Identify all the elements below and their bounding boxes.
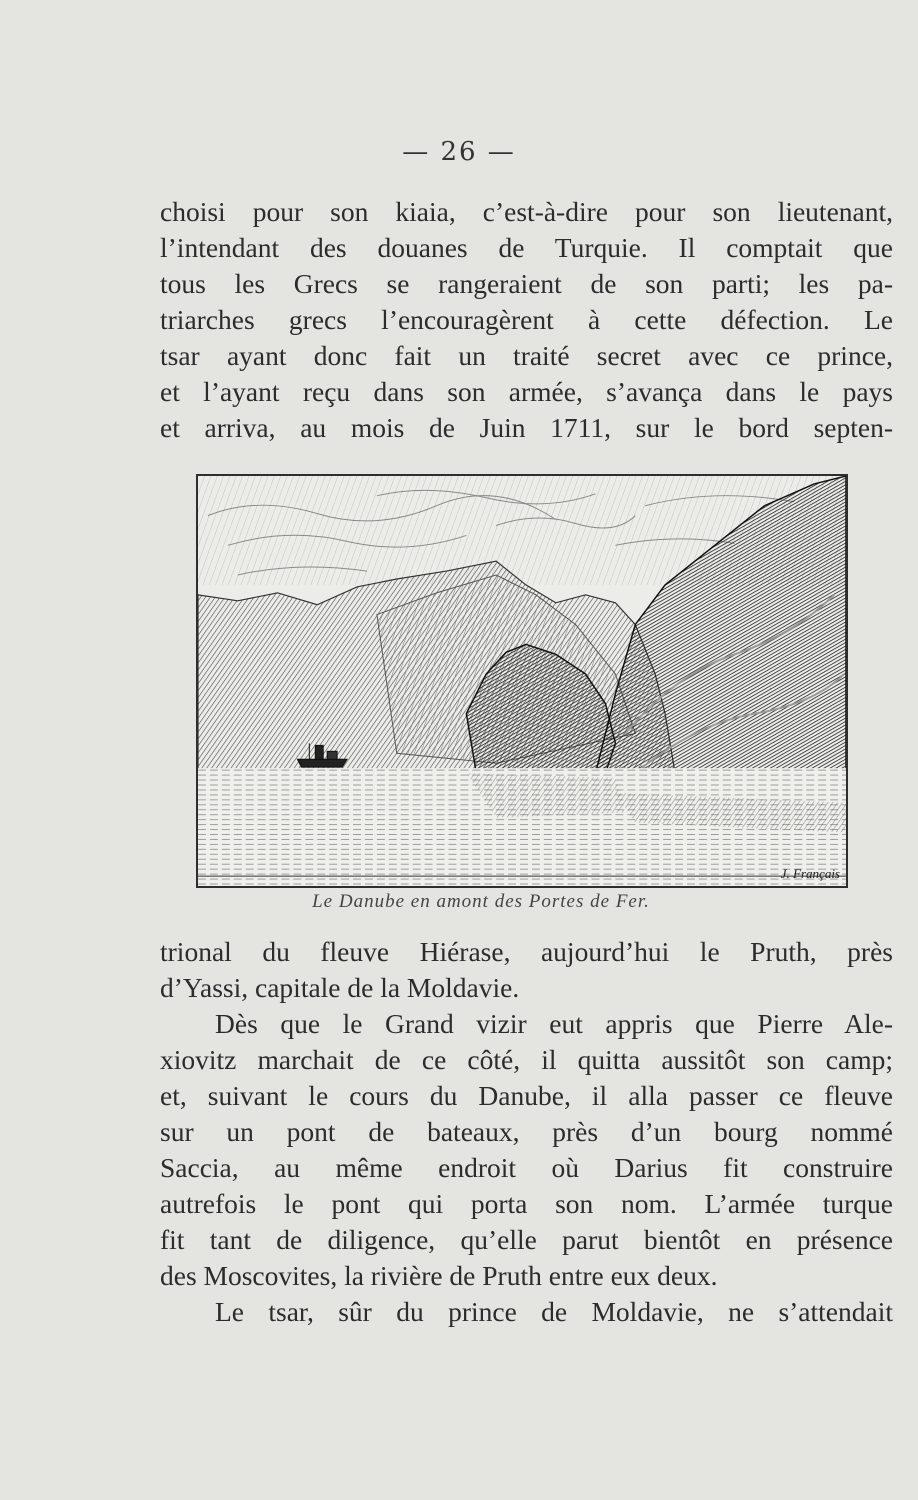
- text-line: tsar ayant donc fait un traité secret avec ce prince,: [160, 340, 893, 371]
- text-line: l’intendant des douanes de Turquie. Il comptait que: [160, 232, 893, 263]
- artist-signature: J. Français: [780, 866, 840, 881]
- text-line: tous les Grecs se rangeraient de son parti; les pa-: [160, 268, 893, 299]
- text-line: Dès que le Grand vizir eut appris que Pierre Ale-: [215, 1008, 893, 1039]
- text-line: trional du fleuve Hiérase, aujourd’hui le Pruth, près: [160, 936, 893, 967]
- text-line: d’Yassi, capitale de la Moldavie.: [160, 972, 520, 1003]
- text-line: et, suivant le cours du Danube, il alla passer ce fleuve: [160, 1080, 893, 1111]
- text-line: choisi pour son kiaia, c’est-à-dire pour son lieutenant,: [160, 196, 893, 227]
- page-number: — 26 —: [402, 137, 516, 167]
- text-line: des Moscovites, la rivière de Pruth entre eux deux.: [160, 1260, 718, 1291]
- text-line: sur un pont de bateaux, près d’un bourg nommé: [160, 1116, 893, 1147]
- engraving-illustration: [196, 474, 848, 888]
- paragraph-bottom: [160, 934, 893, 1330]
- text-line: triarches grecs l’encouragèrent à cette défection. Le: [160, 304, 893, 335]
- figure-caption: Le Danube en amont des Portes de Fer.: [312, 891, 650, 912]
- text-line: et l’ayant reçu dans son armée, s’avança dans le pays: [160, 376, 893, 407]
- text-line: Saccia, au même endroit où Darius fit construire: [160, 1152, 893, 1183]
- text-line: xiovitz marchait de ce côté, il quitta aussitôt son camp;: [160, 1044, 893, 1075]
- text-line: et arriva, au mois de Juin 1711, sur le bord septen-: [160, 412, 893, 443]
- text-line: autrefois le pont qui porta son nom. L’armée turque: [160, 1188, 893, 1219]
- text-line: fit tant de diligence, qu’elle parut bientôt en présence: [160, 1224, 893, 1255]
- text-line: Le tsar, sûr du prince de Moldavie, ne s’attendait: [215, 1296, 893, 1327]
- paragraph-top: [160, 194, 893, 446]
- danube-gorge-engraving: [198, 476, 846, 886]
